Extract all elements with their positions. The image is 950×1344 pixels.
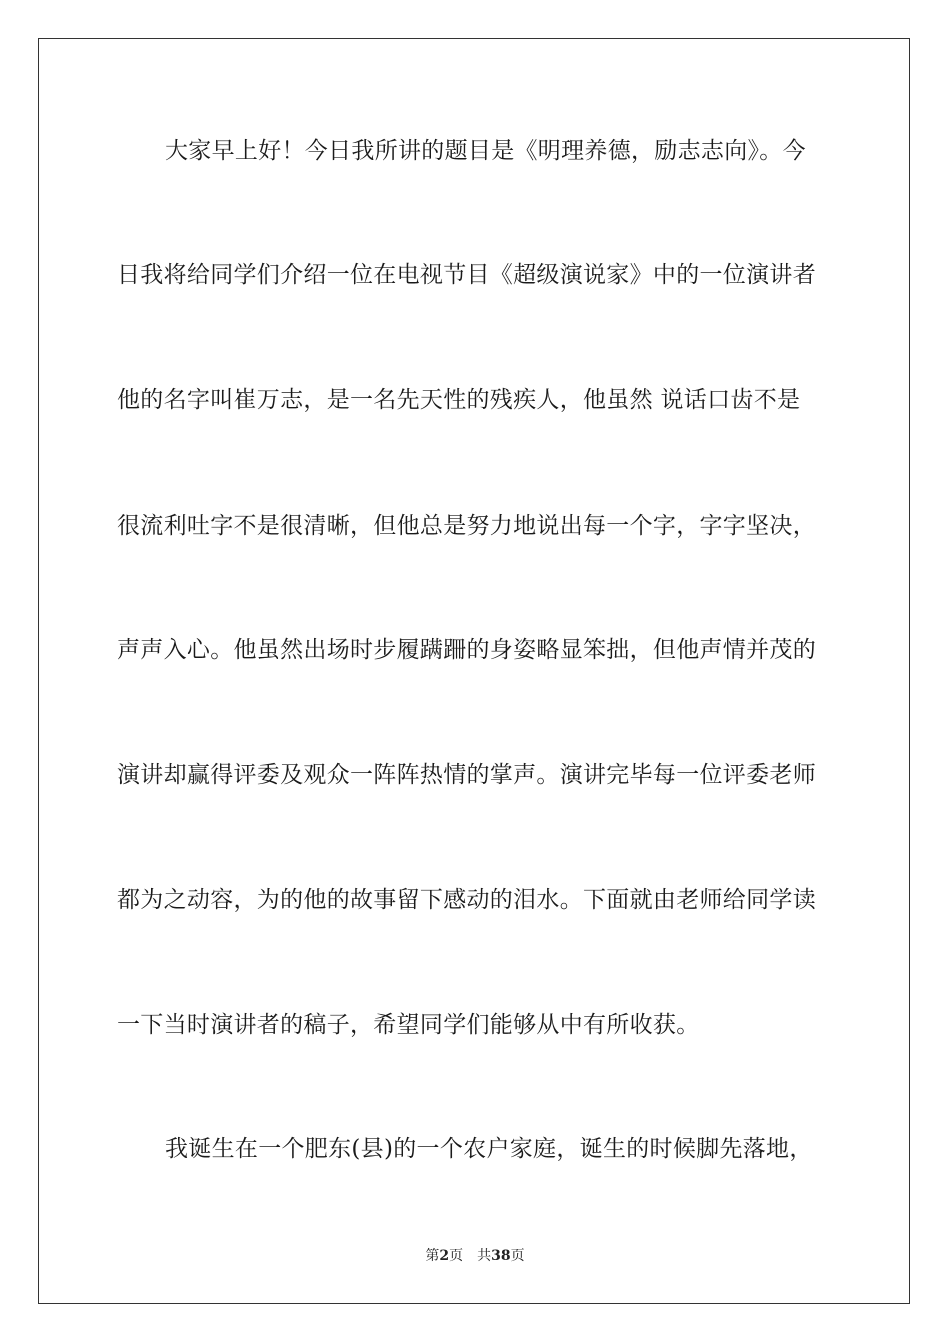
page-number: 2 (439, 1248, 450, 1264)
page-label-suffix: 页 (449, 1248, 464, 1264)
paragraph-1-line-2: 日我将给同学们介绍一位在电视节目《超级演说家》中的一位演讲者 (117, 262, 816, 288)
paragraph-1-line-8: 一下当时演讲者的稿子，希望同学们能够从中有所收获。 (117, 1012, 700, 1038)
paragraph-1-line-5: 声声入心。他虽然出场时步履蹒跚的身姿略显笨拙，但他声情并茂的 (117, 637, 816, 663)
paragraph-1-line-7: 都为之动容，为的他的故事留下感动的泪水。下面就由老师给同学读 (117, 887, 816, 913)
page-footer (0, 1246, 950, 1266)
paragraph-2-line-1: 我诞生在一个肥东(县)的一个农户家庭，诞生的时候脚先落地， (165, 1136, 813, 1162)
page-label-prefix: 第 (425, 1248, 440, 1264)
total-label-prefix: 共 (477, 1248, 492, 1264)
paragraph-1-line-4: 很流利吐字不是很清晰，但他总是努力地说出每一个字，字字坚决， (117, 513, 816, 539)
paragraph-1-line-1: 大家早上好！今日我所讲的题目是《明理养德，励志志向》。今 (165, 138, 806, 164)
paragraph-1-line-3: 他的名字叫崔万志，是一名先天性的残疾人，他虽然 说话口齿不是 (117, 387, 801, 413)
paragraph-1-line-6: 演讲却赢得评委及观众一阵阵热情的掌声。演讲完毕每一位评委老师 (117, 762, 816, 788)
total-label-suffix: 页 (510, 1248, 525, 1264)
page-border (38, 38, 910, 1304)
total-pages: 38 (491, 1248, 511, 1264)
